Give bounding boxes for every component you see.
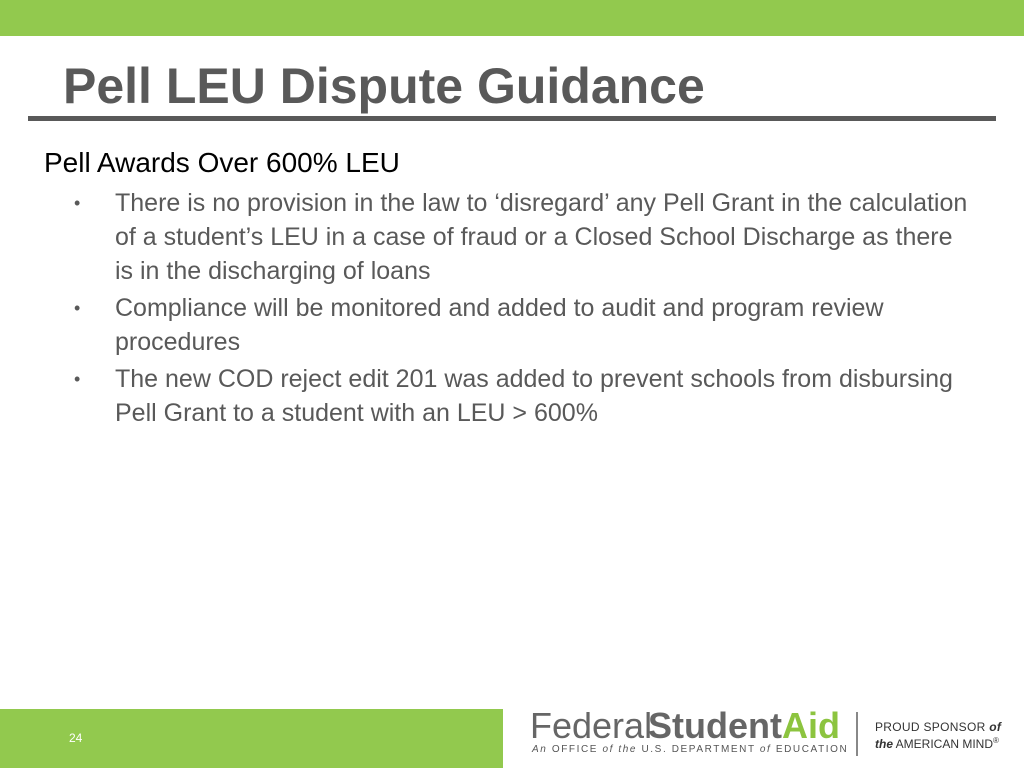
- bullet-text: The new COD reject edit 201 was added to prevent schools from disbursing Pell Grant to a student with an LEU > 600%: [115, 365, 953, 427]
- slide-title: Pell LEU Dispute Guidance: [63, 58, 705, 114]
- sponsor-of-text: of: [989, 720, 1002, 734]
- section-subheading: Pell Awards Over 600% LEU: [44, 147, 400, 178]
- bullet-icon: •: [74, 193, 81, 213]
- logo-student-text: Student: [648, 705, 782, 746]
- tagline-part: An: [532, 744, 552, 755]
- tagline-part: OFFICE: [551, 744, 603, 755]
- top-accent-bar: [0, 0, 1024, 36]
- tagline-part: of: [759, 744, 776, 755]
- tagline-part: of: [602, 744, 619, 755]
- bullet-text: There is no provision in the law to ‘disregard’ any Pell Grant in the calculation of a student’s LEU in a case of fraud or a Closed School Discharge as there is in the discharging of loans: [115, 189, 968, 285]
- sponsor-proud-text: PROUD SPONSOR: [875, 720, 990, 734]
- bullet-icon: •: [74, 298, 81, 318]
- sponsor-badge: [875, 720, 1001, 751]
- logo-federal-text: Federal: [530, 705, 653, 746]
- sponsor-line-1: [875, 720, 1001, 734]
- sponsor-american-mind-text: AMERICAN MIND: [893, 737, 994, 751]
- page-number: 24: [69, 731, 83, 745]
- sponsor-line-2: [875, 734, 1001, 751]
- bullet-icon: •: [74, 369, 81, 389]
- registered-mark: ®: [993, 736, 999, 745]
- federal-student-aid-logo: [530, 706, 850, 762]
- bullet-item: [72, 291, 972, 359]
- tagline-part: the: [618, 744, 642, 755]
- bullet-item: [72, 186, 972, 288]
- bullet-list: [72, 186, 972, 433]
- bullet-text: Compliance will be monitored and added to audit and program review procedures: [115, 294, 884, 356]
- logo-aid-text: Aid: [781, 705, 840, 746]
- tagline-part: U.S. DEPARTMENT: [641, 744, 760, 755]
- logo-tagline: [532, 744, 848, 755]
- tagline-part: EDUCATION: [775, 744, 849, 755]
- sponsor-the-text: the: [875, 737, 893, 751]
- logo-student-aid-text: [648, 706, 840, 746]
- logo-divider: [856, 712, 858, 756]
- title-underline: [28, 116, 996, 121]
- bullet-item: [72, 362, 972, 430]
